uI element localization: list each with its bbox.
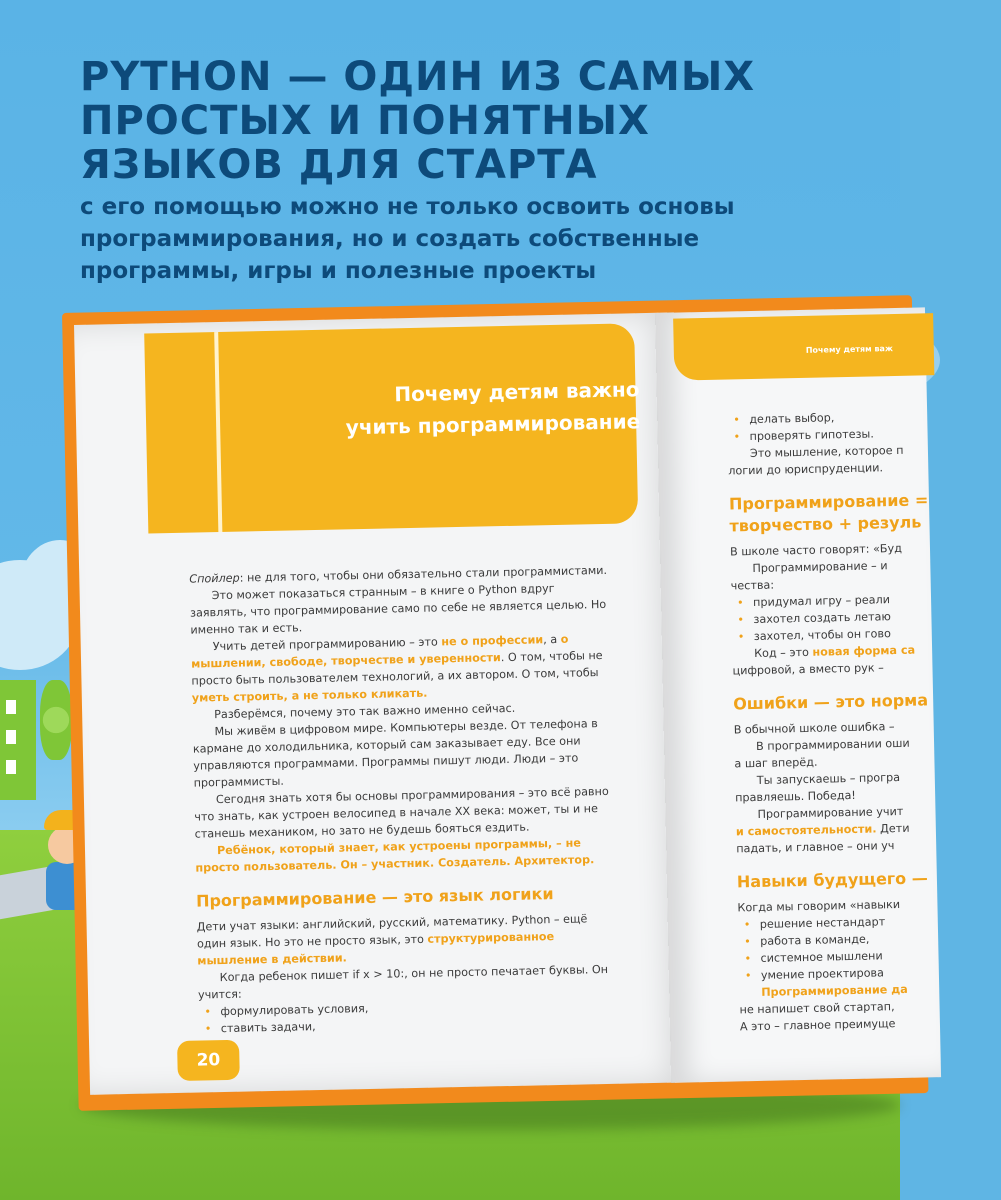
paragraph-line: и самостоятельности. Дети bbox=[735, 821, 910, 839]
paragraph-line: А это – главное преимуще bbox=[739, 1017, 896, 1034]
book-page-right bbox=[655, 307, 941, 1082]
list-item: • придумал игру – реали bbox=[731, 589, 991, 611]
paragraph: Когда ребенок пишет if x > 10:, он не просто печатает буквы. Он учится: bbox=[197, 962, 609, 1002]
section-heading: Программирование — это язык логики bbox=[195, 884, 554, 911]
paragraph-line: Когда мы говорим «навыки bbox=[737, 897, 901, 915]
page-body-left bbox=[189, 562, 619, 1038]
paragraph-line: логии до юриспруденции. bbox=[728, 461, 884, 478]
paragraph: Мы живём в цифровом мире. Компьютеры везде. От телефона в кармане до холодильника, который сам заказывает еду. Все они управляются программами. Программы пишут люди. Люди – это программисты. bbox=[192, 717, 598, 790]
paragraph-line: правляешь. Победа! bbox=[735, 788, 856, 805]
building-illustration bbox=[0, 680, 36, 800]
chapter-title: Почему детям важно учить программирование bbox=[345, 377, 641, 440]
list-item: • ставить задачи, bbox=[199, 1012, 619, 1038]
list-item: • захотел, чтобы он гово bbox=[732, 623, 992, 645]
paragraph-line: Код – это новая форма са bbox=[754, 643, 916, 660]
paragraph: Разберёмся, почему это так важно именно сейчас. bbox=[214, 701, 516, 722]
section-heading: Навыки будущего — bbox=[736, 868, 928, 892]
headline bbox=[80, 55, 860, 287]
paragraph-line: Ты запускаешь – програ bbox=[756, 770, 901, 787]
paragraph-line: Программирование да bbox=[761, 982, 908, 999]
section-heading: Программирование = bbox=[728, 490, 929, 514]
running-header: Почему детям важ bbox=[805, 344, 893, 355]
paragraph-line: не напишет свой стартап, bbox=[739, 1000, 895, 1017]
paragraph-line: а шаг вперёд. bbox=[734, 755, 818, 771]
list-item: • решение нестандарт bbox=[738, 911, 998, 933]
page-body-right bbox=[727, 406, 1000, 1035]
list-item: • системное мышлени bbox=[738, 945, 998, 967]
paragraph-line: Программирование учит bbox=[757, 804, 904, 821]
list-item: • захотел создать летаю bbox=[731, 606, 991, 628]
paragraph-line: В программировании оши bbox=[755, 736, 910, 753]
list-item: • умение проектирова bbox=[739, 962, 999, 984]
paragraph: Дети учат языки: английский, русский, математику. Python – ещё один язык. Но это не просто язык, это структурированное мышление в действии. bbox=[196, 912, 588, 968]
list-item: • делать выбор, bbox=[727, 406, 987, 428]
paragraph-line: чества: bbox=[730, 578, 775, 593]
paragraph-line: В обычной школе ошибка – bbox=[733, 720, 895, 737]
tree-illustration bbox=[40, 680, 72, 760]
headline-subtitle: с его помощью можно не только освоить основы программирования, но и создать собственные программы, игры и полезные проекты bbox=[80, 194, 735, 284]
list-item: • работа в команде, bbox=[738, 928, 998, 950]
headline-title: PYTHON — ОДИН ИЗ САМЫХ ПРОСТЫХ И ПОНЯТНЫХ ЯЗЫКОВ ДЛЯ СТАРТА bbox=[80, 54, 756, 188]
paragraph-line: В школе часто говорят: «Буд bbox=[729, 541, 903, 559]
paragraph: Сегодня знать хотя бы основы программирования – это всё равно что знать, как устроен велосипед в начале XX века: может, ты и не станешь механиком, но зато не будешь бояться ездить. bbox=[194, 784, 609, 841]
paragraph-line: падать, и главное – они уч bbox=[736, 839, 895, 856]
list-item: • проверять гипотезы. bbox=[727, 423, 987, 445]
paragraph: Спойлер: не для того, чтобы они обязательно стали программистами. bbox=[189, 563, 608, 586]
paragraph-line: Программирование – и bbox=[752, 559, 888, 576]
highlight-paragraph: Ребёнок, который знает, как устроены программы, – не просто пользователь. Он – участник. Создатель. Архитектор. bbox=[195, 836, 595, 875]
chapter-banner-right bbox=[673, 313, 934, 380]
paragraph-line: Это мышление, которое п bbox=[749, 443, 904, 461]
page-number: 20 bbox=[177, 1040, 240, 1081]
book-page-left bbox=[74, 312, 690, 1094]
paragraph: Учить детей программированию – это не о профессии, а о мышлении, свободе, творчестве и уверенности. О том, чтобы не просто быть пользователем технологий, а их автором. О том, чтобы уметь строить, а не только кликать. bbox=[190, 632, 603, 705]
section-heading: творчество + резуль bbox=[729, 512, 922, 536]
paragraph: Это может показаться странным – в книге о Python вдруг заявлять, что программирование само по себе не является целью. Но именно так и есть. bbox=[189, 581, 607, 637]
paragraph-line: цифровой, а вместо рук – bbox=[732, 661, 884, 678]
section-heading: Ошибки — это норма bbox=[733, 690, 929, 714]
list-item: • формулировать условия, bbox=[198, 995, 618, 1021]
